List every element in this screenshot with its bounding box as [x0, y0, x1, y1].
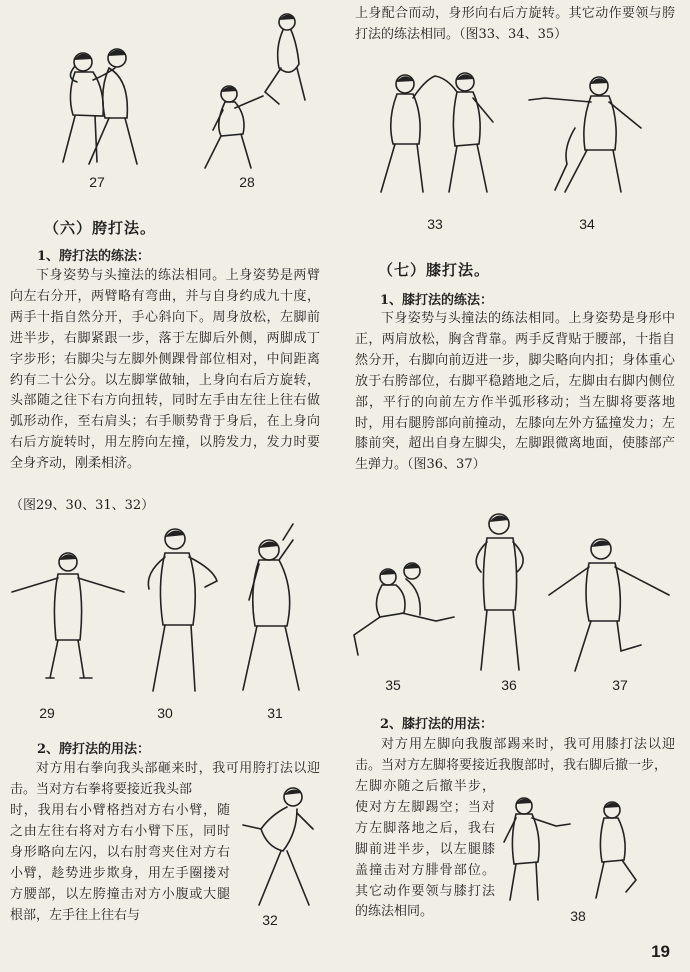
figure-37-illustration: [545, 535, 675, 675]
section-6-title: （六）胯打法。: [44, 219, 157, 237]
figure-33-number: 33: [427, 216, 443, 232]
figure-27-illustration: [45, 40, 165, 170]
figure-36-illustration: [455, 510, 545, 675]
figure-28-illustration: [195, 8, 325, 173]
figure-30-number: 30: [157, 705, 173, 721]
figure-36-number: 36: [501, 677, 517, 693]
figure-30-illustration: [135, 525, 225, 695]
figure-34-number: 34: [579, 216, 595, 232]
section-6-subheading-1: 1、胯打法的练法：: [37, 249, 151, 264]
continued-paragraph: 上身配合而动，身形向右后方旋转。其它动作要领与胯打法的练法相同。（图33、34、35）: [355, 6, 675, 42]
section-6-subheading-2: 2、胯打法的用法：: [37, 742, 151, 757]
page-number: 19: [651, 942, 670, 961]
figure-37-number: 37: [612, 677, 628, 693]
figure-29-illustration: [8, 548, 128, 683]
figure-35-illustration: [350, 555, 460, 675]
section-7-subheading-1: 1、膝打法的练法：: [380, 293, 494, 308]
figure-32-illustration: [237, 785, 322, 910]
section-6-figure-reference: （图29、30、31、32）: [10, 498, 155, 513]
figure-34-illustration: [525, 68, 650, 198]
section-6-paragraph-2b: 时，我用右小臂格挡对方右小臂，随之由左往右将对方右小臂下压，同时身形略向左闪，以右肘弯夹住对方右小臂，趁势进步欺身，用左手圈搂对方腰部，以左胯撞击对方小腹或大腿根部，左手往上往右与: [10, 803, 230, 923]
figure-31-number: 31: [267, 705, 283, 721]
figure-35-number: 35: [385, 677, 401, 693]
figure-32-number: 32: [262, 912, 278, 928]
section-6-paragraph-2a: 对方用右拳向我头部砸来时，我可用胯打法以迎击。当对方右拳将要接近我头部: [10, 761, 320, 797]
section-7-title: （七）膝打法。: [378, 261, 491, 279]
figure-33-illustration: [375, 58, 510, 198]
section-7-paragraph-2a: 对方用左脚向我腹部踢来时，我可用膝打法以迎击。当对方左脚将要接近我腹部时，我右脚后撤一步，: [355, 737, 675, 773]
section-7-subheading-2: 2、膝打法的用法：: [380, 717, 494, 732]
figure-28-number: 28: [239, 174, 255, 190]
figure-29-number: 29: [39, 705, 55, 721]
figure-38-illustration: [500, 790, 650, 905]
section-6-paragraph-1: 下身姿势与头撞法的练法相同。上身姿势是两臂向左右分开，两臂略有弯曲，并与自身约成九十度，两手十指自然分开，手心斜向下。周身放松，左脚前进半步，右脚紧跟一步，落于左脚后外侧，两脚成丁字步形；右脚尖与左脚外侧踝骨部位相对，中间距离约有二十公分。以左脚掌做轴，上身向右后方旋转，头部随之往下右方向扭转，同时左手由左往上往右做弧形动作，至右肩头；右手顺势背于身后，在上身向右后方旋转时，用左胯向左撞，以胯发力，发力时要全身齐动，刚柔相济。: [10, 268, 320, 472]
section-7-paragraph-2b: 左脚亦随之后撤半步，使对方左脚踢空；当对方左脚落地之后，我右脚前进半步，以左腿膝盖撞击对方腓骨部位。其它动作要领与膝打法的练法相同。: [355, 779, 495, 920]
figure-27-number: 27: [89, 174, 105, 190]
figure-31-illustration: [235, 520, 315, 695]
figure-38-number: 38: [570, 908, 586, 924]
section-7-paragraph-1: 下身姿势与头撞法的练法相同。上身姿势是身形中正，两肩放松，胸含背靠。两手反背贴于腰部，十指自然分开，右脚向前迈进一步，脚尖略向内扣；身体重心放于右胯部位，右脚平稳踏地之后，左脚由右脚内侧位部，平行的向前左方作半弧形移动；当左脚将要落地时，用右腿胯部向前撞动，左膝向左外方猛撞发力；左膝前突，超出自身左脚尖，左脚跟微离地面，使膝部产生弹力。（图36、37）: [355, 311, 675, 473]
